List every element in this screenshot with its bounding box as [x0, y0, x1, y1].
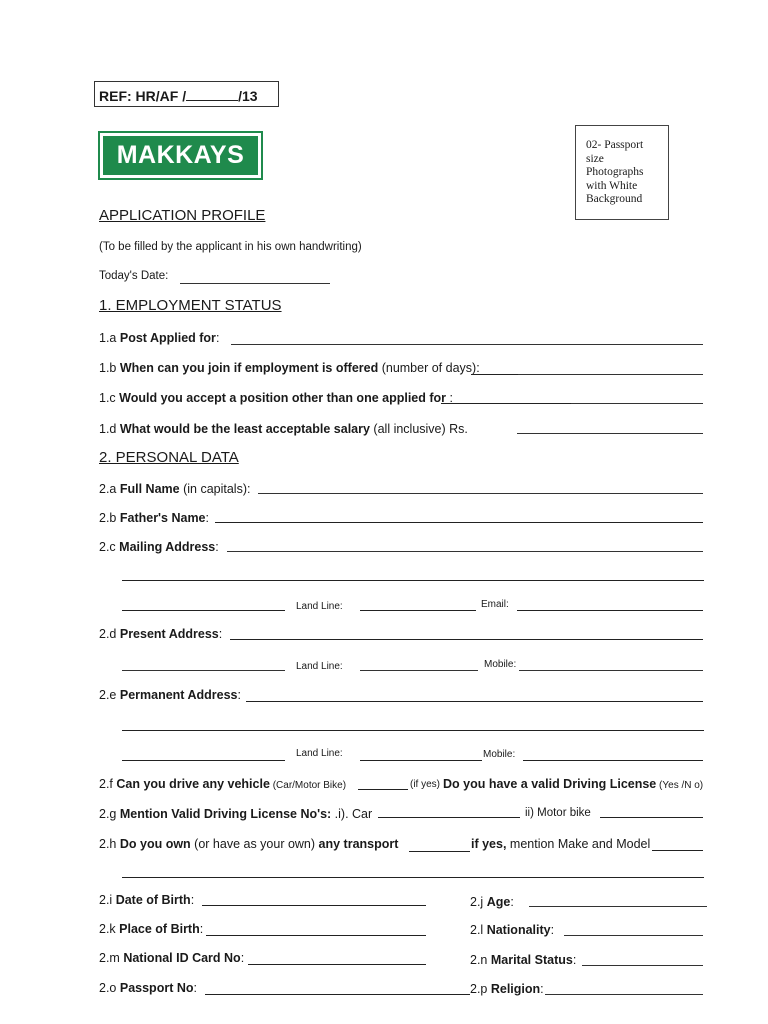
own-transport-field[interactable]: [409, 851, 470, 852]
make-model-line-2[interactable]: [122, 877, 704, 878]
mailing-landline-field[interactable]: [360, 610, 476, 611]
other-position-label: 1.c Would you accept a position other than one applied for :: [99, 391, 453, 405]
passport-no-label: 2.o Passport No:: [99, 981, 197, 995]
fathers-name-label: 2.b Father's Name:: [99, 511, 209, 525]
other-position-field[interactable]: [441, 403, 571, 404]
post-applied-field[interactable]: [231, 344, 703, 345]
mailing-address-line-3[interactable]: [122, 610, 285, 611]
photo-line: Photographs: [586, 166, 644, 178]
own-transport-label: 2.h Do you own (or have as your own) any transport: [99, 837, 399, 851]
section-personal-heading: 2. PERSONAL DATA: [99, 449, 239, 466]
make-model-field[interactable]: [652, 850, 703, 851]
salary-label: 1.d What would be the least acceptable salary (all inclusive) Rs.: [99, 422, 468, 436]
todays-date-label: Today's Date:: [99, 270, 169, 282]
national-id-field[interactable]: [248, 964, 426, 965]
nationality-label: 2.l Nationality:: [470, 923, 555, 937]
religion-label: 2.p Religion:: [470, 982, 544, 996]
instruction-text: (To be filled by the applicant in his own handwriting): [99, 241, 362, 253]
drive-vehicle-field[interactable]: [358, 789, 408, 790]
make-model-label: if yes, mention Make and Model: [471, 837, 651, 851]
post-applied-label: 1.a Post Applied for:: [99, 331, 220, 345]
present-landline-field[interactable]: [360, 670, 478, 671]
photo-line: size: [586, 152, 604, 165]
reference-box: [94, 81, 279, 107]
religion-field[interactable]: [545, 994, 703, 995]
nationality-field[interactable]: [564, 935, 703, 936]
fathers-name-field[interactable]: [215, 522, 703, 523]
place-of-birth-label: 2.k Place of Birth:: [99, 922, 204, 936]
marital-status-field[interactable]: [582, 965, 703, 966]
age-field[interactable]: [529, 906, 707, 907]
email-label: Email:: [481, 599, 509, 610]
photo-box: [575, 125, 669, 220]
age-label: 2.j Age:: [470, 895, 514, 909]
drive-vehicle-label: 2.f Can you drive any vehicle (Car/Motor Bike): [99, 777, 347, 791]
if-yes-label: (if yes): [410, 779, 440, 790]
marital-status-label: 2.n Marital Status:: [470, 953, 577, 967]
present-mobile-label: Mobile:: [484, 659, 517, 670]
mailing-address-label: 2.c Mailing Address:: [99, 540, 219, 554]
full-name-label: 2.a Full Name (in capitals):: [99, 482, 251, 496]
permanent-address-label: 2.e Permanent Address:: [99, 688, 241, 702]
permanent-address-line-2[interactable]: [122, 730, 704, 731]
todays-date-field[interactable]: [180, 283, 330, 284]
photo-line: 02- Passport: [586, 139, 644, 151]
join-days-field[interactable]: [471, 374, 518, 375]
reference-prefix: REF: HR/AF /: [99, 88, 187, 104]
photo-line: Background: [586, 193, 643, 205]
other-position-field-extra[interactable]: [571, 403, 703, 404]
present-address-label: 2.d Present Address:: [99, 627, 223, 641]
join-days-label: 1.b When can you join if employment is offered (number of days):: [99, 361, 480, 375]
mailing-address-line-2[interactable]: [122, 580, 704, 581]
present-address-field[interactable]: [230, 639, 703, 640]
date-of-birth-label: 2.i Date of Birth:: [99, 893, 195, 907]
section-employment-heading: 1. EMPLOYMENT STATUS: [99, 297, 282, 314]
place-of-birth-field[interactable]: [206, 935, 426, 936]
permanent-mobile-label: Mobile:: [483, 749, 516, 760]
page-title: APPLICATION PROFILE: [99, 207, 266, 224]
email-field[interactable]: [517, 610, 703, 611]
motor-bike-label: ii) Motor bike: [525, 807, 591, 819]
join-days-field-extra[interactable]: [518, 374, 703, 375]
passport-no-field[interactable]: [205, 994, 470, 995]
present-address-line-2[interactable]: [122, 670, 285, 671]
permanent-landline-field[interactable]: [360, 760, 482, 761]
present-mobile-field[interactable]: [519, 670, 703, 671]
full-name-field[interactable]: [258, 493, 703, 494]
national-id-label: 2.m National ID Card No:: [99, 951, 245, 965]
present-landline-label: Land Line:: [296, 661, 343, 672]
license-numbers-label: 2.g Mention Valid Driving License No's: .i). Car: [99, 807, 373, 821]
mailing-landline-label: Land Line:: [296, 601, 343, 612]
car-license-field[interactable]: [378, 817, 520, 818]
photo-line: with White: [586, 179, 638, 192]
date-of-birth-field[interactable]: [202, 905, 426, 906]
permanent-landline-label: Land Line:: [296, 748, 343, 759]
logo-text: MAKKAYS: [103, 136, 258, 175]
salary-field[interactable]: [517, 433, 703, 434]
reference-number-blank[interactable]: [186, 88, 238, 101]
driving-license-label: Do you have a valid Driving License (Yes /N o): [443, 777, 704, 791]
permanent-address-line-3[interactable]: [122, 760, 285, 761]
permanent-address-field[interactable]: [246, 701, 703, 702]
reference-text: [99, 88, 258, 104]
permanent-mobile-field[interactable]: [523, 760, 703, 761]
motor-bike-license-field[interactable]: [600, 817, 703, 818]
makkays-logo: [98, 131, 263, 180]
mailing-address-field[interactable]: [227, 551, 703, 552]
reference-suffix: /13: [238, 88, 258, 104]
